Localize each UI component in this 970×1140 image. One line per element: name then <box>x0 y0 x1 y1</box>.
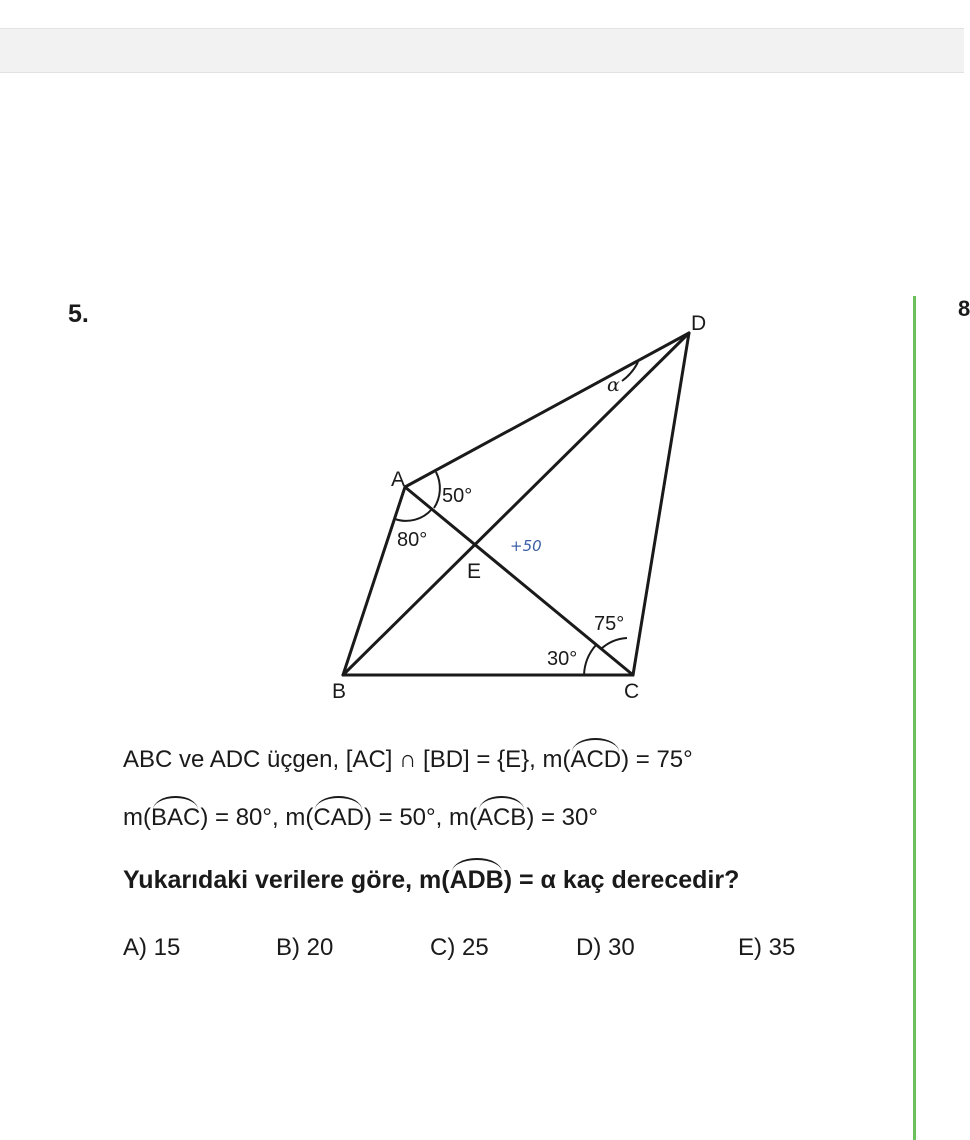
given-cad-post: ) = 50°, <box>363 804 449 831</box>
given-acb-pre: m( <box>448 804 477 831</box>
given-line-1-suffix: ) = 75° <box>621 746 693 773</box>
segment-cd <box>633 333 689 675</box>
given-line-1-mid: [BD] = {E}, m( <box>423 746 571 773</box>
option-e[interactable]: E) 35 <box>738 934 796 961</box>
question-number: 5. <box>68 300 89 328</box>
segment-ad <box>405 333 689 487</box>
option-c[interactable]: C) 25 <box>430 934 489 961</box>
handwritten-note: +50 <box>510 537 542 555</box>
angle-cad-text: CAD <box>313 804 364 831</box>
angle-cad-label: 50° <box>442 485 473 507</box>
column-divider <box>913 296 916 1140</box>
arc-acb <box>584 645 596 675</box>
arc-cad <box>434 472 440 508</box>
given-line-1-prefix: ABC ve ADC üçgen, [AC] <box>123 746 393 773</box>
angle-bac-label: 80° <box>397 529 428 551</box>
given-cad-pre: m( <box>285 804 314 831</box>
segment-ab <box>343 487 405 675</box>
angle-adb-text: ADB <box>449 866 504 894</box>
point-e-label: E <box>467 560 482 583</box>
given-bac-pre: m( <box>123 804 151 831</box>
angle-adb-label: α <box>607 374 620 396</box>
option-a[interactable]: A) 15 <box>123 934 181 961</box>
angle-acb-label: 30° <box>547 648 578 670</box>
segment-bd <box>343 333 689 675</box>
angle-bac-text: BAC <box>150 804 201 831</box>
angle-acd-label: 75° <box>594 613 625 635</box>
next-question-number: 8 <box>958 296 970 321</box>
option-b[interactable]: B) 20 <box>276 934 334 961</box>
point-d-label: D <box>691 312 707 335</box>
point-c-label: C <box>624 680 640 703</box>
intersection-symbol: ∩ <box>399 746 417 773</box>
given-line-2 <box>123 804 598 832</box>
angle-acd-text: ACD <box>570 746 622 773</box>
given-acb-post: ) = 30° <box>526 804 598 831</box>
given-bac-post: ) = 80°, <box>200 804 286 831</box>
option-d[interactable]: D) 30 <box>576 934 635 961</box>
point-b-label: B <box>332 680 347 703</box>
angle-acb-text: ACB <box>476 804 527 831</box>
prompt-suffix: ) = α kaç derecedir? <box>503 866 740 894</box>
prompt-prefix: Yukarıdaki verilere göre, m( <box>123 866 450 894</box>
arc-bac <box>395 509 432 521</box>
given-line-1 <box>123 746 693 774</box>
question-prompt <box>123 866 739 895</box>
point-a-label: A <box>391 468 406 491</box>
arc-acd <box>601 638 627 649</box>
